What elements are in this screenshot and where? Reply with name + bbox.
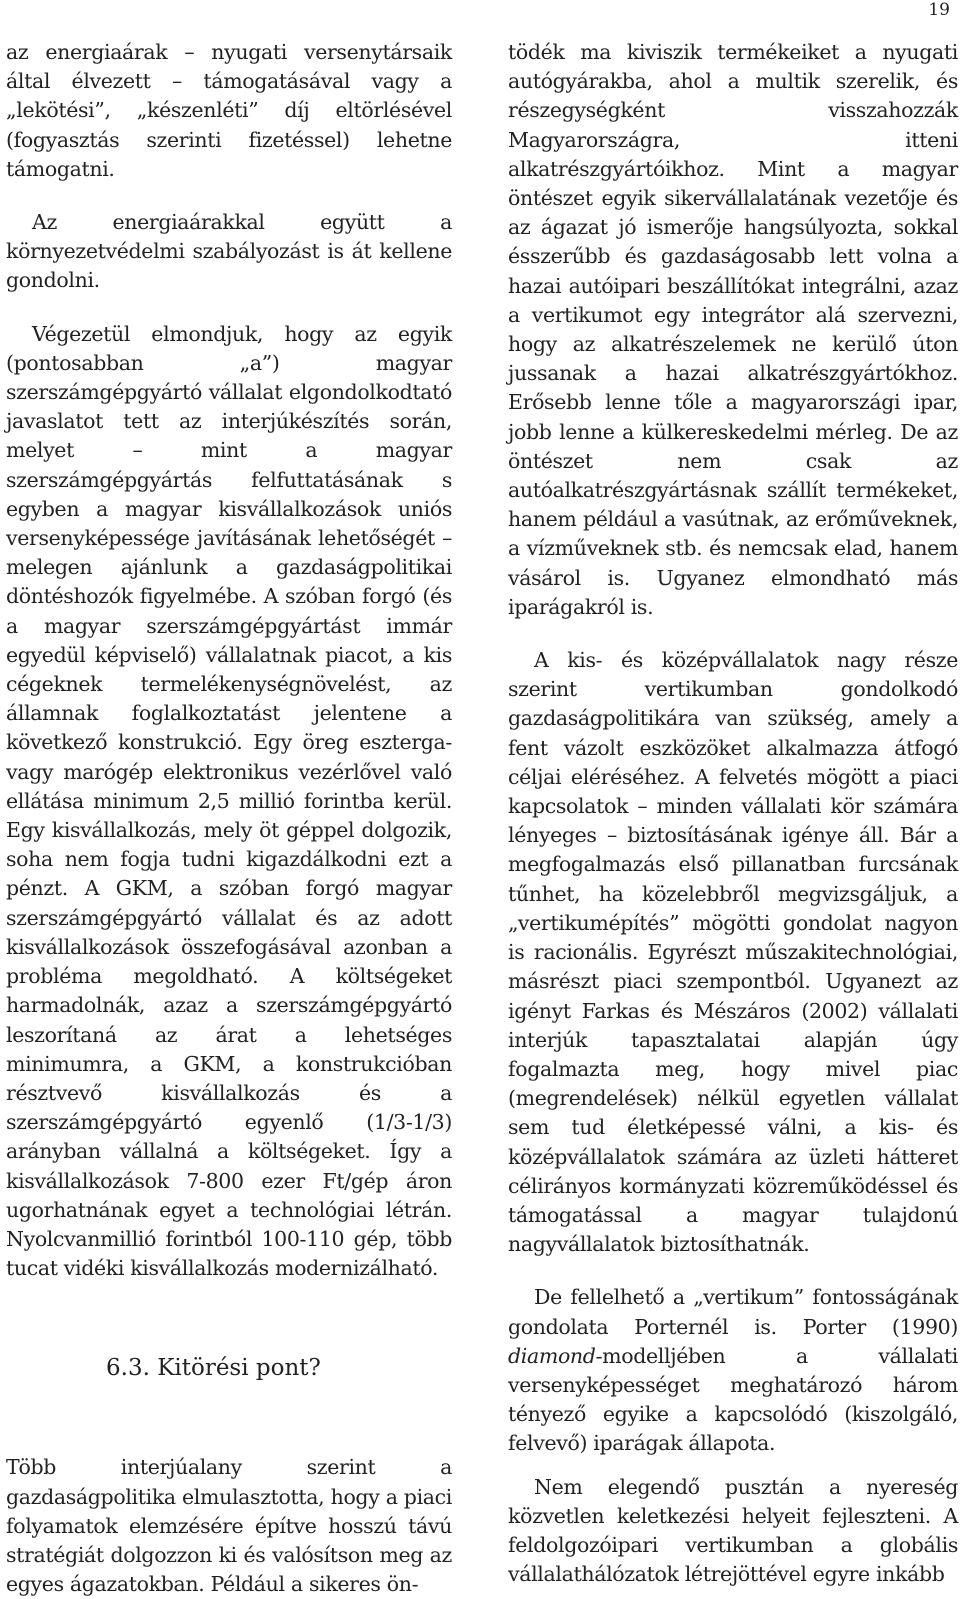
left-paragraph-2: Az energiaárakkal együtt a környezetvédelmi szabályozást is át kellene gondolni.	[6, 210, 452, 293]
right-paragraph-1: tödék ma kiviszik termékeiket a nyugati autógyárakba, ahol a multik szerelik, és részegységként visszahozzák Magyarországra, itteni alkatrészgyártóikhoz. Mint a magyar öntészet egyik sikervállalatának vezetője és az ágazat jó ismerője hangsúlyozta, sokkal ésszerűbb és gazdaságosabb lett volna a hazai autóipari beszállítókat integrálni, azaz a vertikumot egy integrátor alá szervezni, hogy az alkatrészelemek ne kerülő úton jussanak a hazai alkatrészgyártókhoz. Erősebb lenne tőle a magyarországi ipar, jobb lenne a külkereskedelmi mérleg. De az öntészet nem csak az autóalkatrészgyártásnak szállít termékeket, hanem például a vasútnak, az erőműveknek, a vízműveknek stb. és nemcsak elad, hanem vásárol is. Ugyanez elmondható más iparágakról is.	[508, 40, 958, 619]
right-paragraph-4: Nem elegendő pusztán a nyereség közvetlen keletkezési helyeit fejleszteni. A feldolgozóipari vertikumban a globális vállalathálózatok létrejöttével egyre inkább	[508, 1474, 958, 1587]
diamond-term: diamond	[508, 1343, 596, 1368]
left-paragraph-4: Több interjúalany szerint a gazdaságpolitika elmulasztotta, hogy a piaci folyamatok elemzésére építve hosszú távú stratégiát dolgozzon ki és valósítson meg az egyes ágazatokban. Például a sikeres ön-	[6, 1455, 452, 1597]
page-number: 19	[928, 0, 950, 20]
right-column	[508, 38, 958, 1589]
right-paragraph-3	[508, 1283, 958, 1458]
left-paragraph-1: az energiaárak – nyugati versenytársaik által élvezett – támogatásával vagy a „lekötési”, „készenléti” díj eltörlésével (fogyasztás szerinti fizetéssel) lehetne támogatni.	[6, 40, 452, 181]
left-column	[6, 38, 452, 1599]
section-heading: 6.3. Kitörési pont?	[106, 1355, 321, 1382]
right-paragraph-3-text-end: -modelljében a vállalati versenyképességet meghatározó három tényező egyike a kapcsolódó (kiszolgáló, felvevő) iparágak állapota.	[508, 1343, 958, 1456]
right-paragraph-3-text: De fellelhető a „vertikum” fontosságának gondolata Porternél is. Porter (1990)	[508, 1285, 958, 1339]
right-paragraph-2: A kis- és középvállalatok nagy része szerint vertikumban gondolkodó gazdaságpolitikára van szükség, amely a fent vázolt eszközöket alkalmazza átfogó céljai eléréséhez. A felvetés mögött a piaci kapcsolatok – minden vállalati kör számára lényeges – biztosításának igénye áll. Bár a megfogalmazás első pillanatban furcsának tűnhet, ha közelebbről megvizsgáljuk, a „vertikumépítés” mögötti gondolat nagyon is racionális. Egyrészt műszakitechnológiai, másrészt piaci szempontból. Ugyanezt az igényt Farkas és Mészáros (2002) vállalati interjúk tapasztalatai alapján úgy fogalmazta meg, hogy mivel piac (megrendelések) nélkül egyetlen vállalat sem tud életképessé válni, a kis- és középvállalatok számára az üzleti hátteret célirányos kormányzati közreműködéssel és támogatással a magyar tulajdonú nagyvállalatok biztosíthatnák.	[508, 648, 958, 1257]
left-paragraph-3: Végezetül elmondjuk, hogy az egyik (pontosabban „a”) magyar szerszámgépgyártó vállalat elgondolkodtató javaslatot tett az interjúkészítés során, melyet – mint a magyar szerszámgépgyártás felfuttatásának s egyben a magyar kisvállalkozások uniós versenyképessége javításának lehetőségét – melegen ajánlunk a gazdaságpolitikai döntéshozók figyelmébe. A szóban forgó (és a magyar szerszámgépgyártást immár egyedül képviselő) vállalatnak piacot, a kis cégeknek termelékenységnövelést, az államnak foglalkoztatást jelentene a következő konstrukció. Egy öreg eszterga- vagy marógép elektronikus vezérlővel való ellátása minimum 2,5 millió forintba kerül. Egy kisvállalkozás, mely öt géppel dolgozik, soha nem fogja tudni kigazdálkodni ezt a pénzt. A GKM, a szóban forgó magyar szerszámgépgyártó vállalat és az adott kisvállalkozások összefogásával azonban a probléma megoldható. A költségeket harmadolnák, azaz a szerszámgépgyártó leszorítaná az árat a lehetséges minimumra, a GKM, a konstrukcióban résztvevő kisvállalkozás és a szerszámgépgyártó egyenlő (1/3-1/3) arányban vállalná a költségeket. Így a kisvállalkozások 7-800 ezer Ft/gép áron ugorhatnának egyet a technológiai létrán. Nyolcvanmillió forintból 100-110 gép, több tucat vidéki kisvállalkozás modernizálható.	[6, 321, 452, 1281]
